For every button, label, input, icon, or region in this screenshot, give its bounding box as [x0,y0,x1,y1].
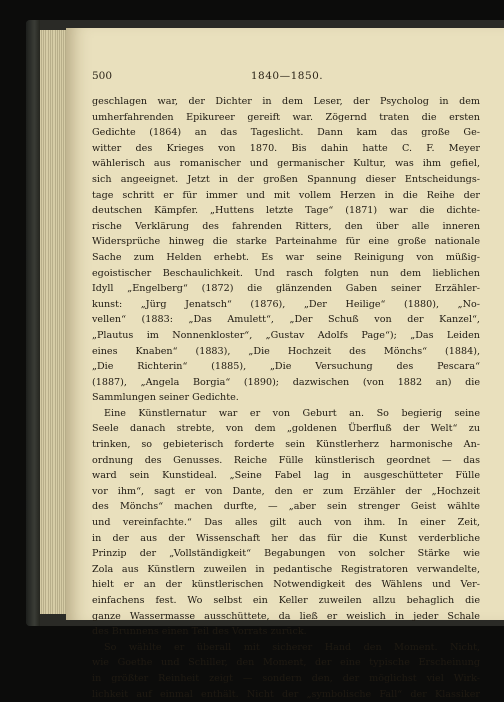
text-line: Sammlungen seiner Gedichte. [92,392,239,404]
text-line: Seele danach strebte, von dem „goldenen Überfluß der Welt“ zu [92,423,480,435]
text-line: und vereinfachte.“ Das alles gilt auch von ihm. In einer Zeit, [92,517,480,529]
text-line: Widersprüche hinweg die starke Parteinahme für eine große nationale [92,236,480,248]
text-line: wie Goethe und Schiller, den Moment, der eine typische Erscheinung [92,657,480,669]
running-title: 1840—1850. [250,70,324,82]
text-line: lichkeit auf einmal enthält. Nicht der „symbolische Fall“ der Klassiker [92,688,480,700]
text-line: des Brunnens einen Teil des Vorrats zurück. [92,626,307,638]
text-line: rische Verklärung des fahrenden Ritters, den über alle inneren [92,220,480,232]
text-line: umherfahrenden Epikureer gereift war. Zögernd traten die ersten [92,111,480,123]
text-line: eines Knaben“ (1883), „Die Hochzeit des Mönchs“ (1884), [92,345,480,357]
text-line: ganze Wassermasse ausschüttete, da ließ er weislich in jeder Schale [92,610,480,622]
body-text [92,94,480,702]
text-line: tage schritt er für immer und mit vollem Herzen in die Reihe der [92,189,480,201]
text-line: einfachens fest. Wo selbst ein Keller zuweilen allzu behaglich die [92,595,480,606]
text-line: „Die Richterin“ (1885), „Die Versuchung des Pescara“ [92,361,480,373]
text-line: So wählte er überall mit sicherer Hand den Moment. Nicht, [104,641,480,653]
text-line: vor ihm“, sagt er von Dante, den er zum Erzähler der „Hochzeit [92,485,480,497]
text-line: in größter Reinheit zeigt — sondern den, der möglichst viel Wirk- [92,672,480,684]
text-line: deutschen Kämpfer. „Huttens letzte Tage“ (1871) war die dichte- [92,205,480,217]
text-line: sich angeeignet. Jetzt in der großen Spannung dieser Entscheidungs- [92,173,480,185]
text-line: egoistischer Beschaulichkeit. Und rasch folgten nun dem lieblichen [92,267,480,279]
text-line: in der aus der Wissenschaft her das für die Kunst verderbliche [92,532,480,544]
page-edges [40,30,47,614]
text-line: ordnung des Genusses. Reiche Fülle künstlerisch geordnet — das [92,454,480,466]
text-line: Prinzip der „Vollständigkeit“ Begabungen von solcher Stärke wie [92,548,480,560]
page-header [92,70,482,86]
text-line: geschlagen war, der Dichter in dem Leser, der Psycholog in dem [92,96,480,107]
text-line: Gedichte (1864) an das Tageslicht. Dann kam das große Ge- [92,127,480,139]
text-line: kunst: „Jürg Jenatsch“ (1876), „Der Heilige“ (1880), „No- [92,298,480,310]
text-line: (1887), „Angela Borgia“ (1890); dazwischen (von 1882 an) die [92,376,480,388]
text-line: Idyll „Engelberg“ (1872) die glänzenden Gaben seiner Erzähler- [92,283,480,295]
page-edges [47,30,54,614]
page-number: 500 [92,70,113,82]
text-line: witter des Krieges von 1870. Bis dahin hatte C. F. Meyer [92,142,480,154]
text-line: „Plautus im Nonnenkloster“, „Gustav Adolfs Page“); „Das Leiden [92,329,480,341]
text-line: trinken, so gebieterisch forderte sein Künstlerherz harmonische An- [92,439,480,451]
text-line: Eine Künstlernatur war er von Geburt an. So begierig seine [104,407,480,419]
text-line: des Mönchs“ machen durfte, — „aber sein strenger Geist wählte [92,501,480,513]
text-line: Zola aus Künstlern zuweilen in pedantische Registratoren verwandelte, [92,563,480,575]
text-line: Sache zum Helden erhebt. Es war seine Reinigung von müßig- [92,251,480,263]
book-spine [26,20,40,626]
text-line: hielt er an der künstlerischen Notwendigkeit des Wählens und Ver- [92,579,480,591]
text-line: ward sein Kunstideal. „Seine Fabel lag in ausgeschütteter Fülle [92,470,480,482]
text-line: wählerisch aus romanischer und germanischer Kultur, was ihm gefiel, [92,158,480,170]
text-line: vellen“ (1883: „Das Amulett“, „Der Schuß von der Kanzel“, [92,314,480,326]
